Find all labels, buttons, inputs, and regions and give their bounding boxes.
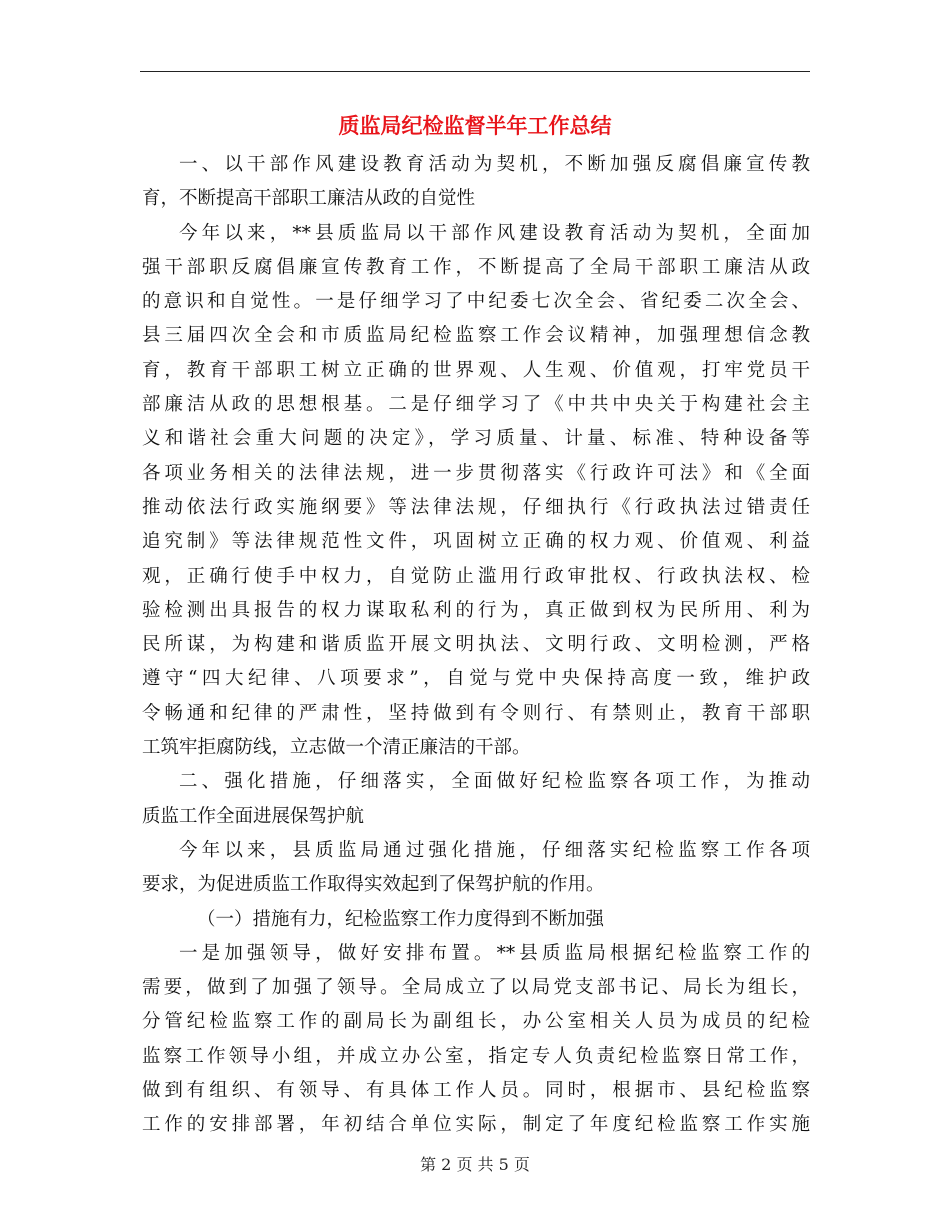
- text-line: 追究制》等法律规范性文件，巩固树立正确的权力观、价值观、利益: [142, 531, 810, 553]
- text-line: （一）措施有力，纪检监察工作力度得到不断加强: [197, 908, 605, 930]
- text-line: 观，正确行使手中权力，自觉防止滥用行政审批权、行政执法权、检: [142, 565, 810, 587]
- page-number-footer: 第 2 页 共 5 页: [420, 1155, 530, 1174]
- text-line: 育，不断提高干部职工廉洁从政的自觉性: [142, 188, 476, 210]
- text-line: 工筑牢拒腐防线，立志做一个清正廉洁的干部。: [142, 737, 531, 759]
- text-line: 今年以来，县质监局通过强化措施，仔细落实纪检监察工作各项: [179, 839, 810, 861]
- text-line: 要求，为促进质监工作取得实效起到了保驾护航的作用。: [142, 874, 605, 896]
- text-line: 今年以来，**县质监局以干部作风建设教育活动为契机，全面加: [179, 222, 810, 244]
- text-line: 义和谐社会重大问题的决定》，学习质量、计量、标准、特种设备等: [142, 428, 810, 450]
- text-line: 质监工作全面进展保驾护航: [142, 805, 365, 827]
- text-line: 推动依法行政实施纲要》等法律法规，仔细执行《行政执法过错责任: [142, 496, 810, 518]
- text-line: 部廉洁从政的思想根基。二是仔细学习了《中共中央关于构建社会主: [142, 394, 810, 416]
- text-line: 监察工作领导小组，并成立办公室，指定专人负责纪检监察日常工作，: [142, 1045, 810, 1067]
- text-line: 需要，做到了加强了领导。全局成立了以局党支部书记、局长为组长，: [142, 977, 810, 999]
- text-line: 各项业务相关的法律法规，进一步贯彻落实《行政许可法》和《全面: [142, 462, 810, 484]
- text-line: 工作的安排部署，年初结合单位实际，制定了年度纪检监察工作实施: [142, 1114, 810, 1136]
- text-line: 做到有组织、有领导、有具体工作人员。同时，根据市、县纪检监察: [142, 1080, 810, 1102]
- text-line: 县三届四次全会和市质监局纪检监察工作会议精神，加强理想信念教: [142, 325, 810, 347]
- text-line: 育，教育干部职工树立正确的世界观、人生观、价值观，打牢党员干: [142, 359, 810, 381]
- text-line: 一是加强领导，做好安排布置。**县质监局根据纪检监察工作的: [179, 942, 810, 964]
- header-rule: [140, 71, 810, 72]
- text-line: 二、强化措施，仔细落实，全面做好纪检监察各项工作，为推动: [179, 771, 810, 793]
- text-line: 的意识和自觉性。一是仔细学习了中纪委七次全会、省纪委二次全会、: [142, 291, 810, 313]
- text-line: 验检测出具报告的权力谋取私利的行为，真正做到权为民所用、利为: [142, 599, 810, 621]
- text-line: 民所谋，为构建和谐质监开展文明执法、文明行政、文明检测，严格: [142, 634, 810, 656]
- document-body: [142, 148, 810, 1143]
- text-line: 令畅通和纪律的严肃性，坚持做到有令则行、有禁则止，教育干部职: [142, 702, 810, 724]
- document-title: 质监局纪检监督半年工作总结: [338, 113, 612, 138]
- text-line: 一、以干部作风建设教育活动为契机，不断加强反腐倡廉宣传教: [179, 154, 810, 175]
- text-line: 强干部职反腐倡廉宣传教育工作，不断提高了全局干部职工廉洁从政: [142, 256, 810, 278]
- text-line: 遵守“四大纪律、八项要求”，自觉与党中央保持高度一致，维护政: [142, 668, 810, 690]
- text-line: 分管纪检监察工作的副局长为副组长，办公室相关人员为成员的纪检: [142, 1011, 810, 1033]
